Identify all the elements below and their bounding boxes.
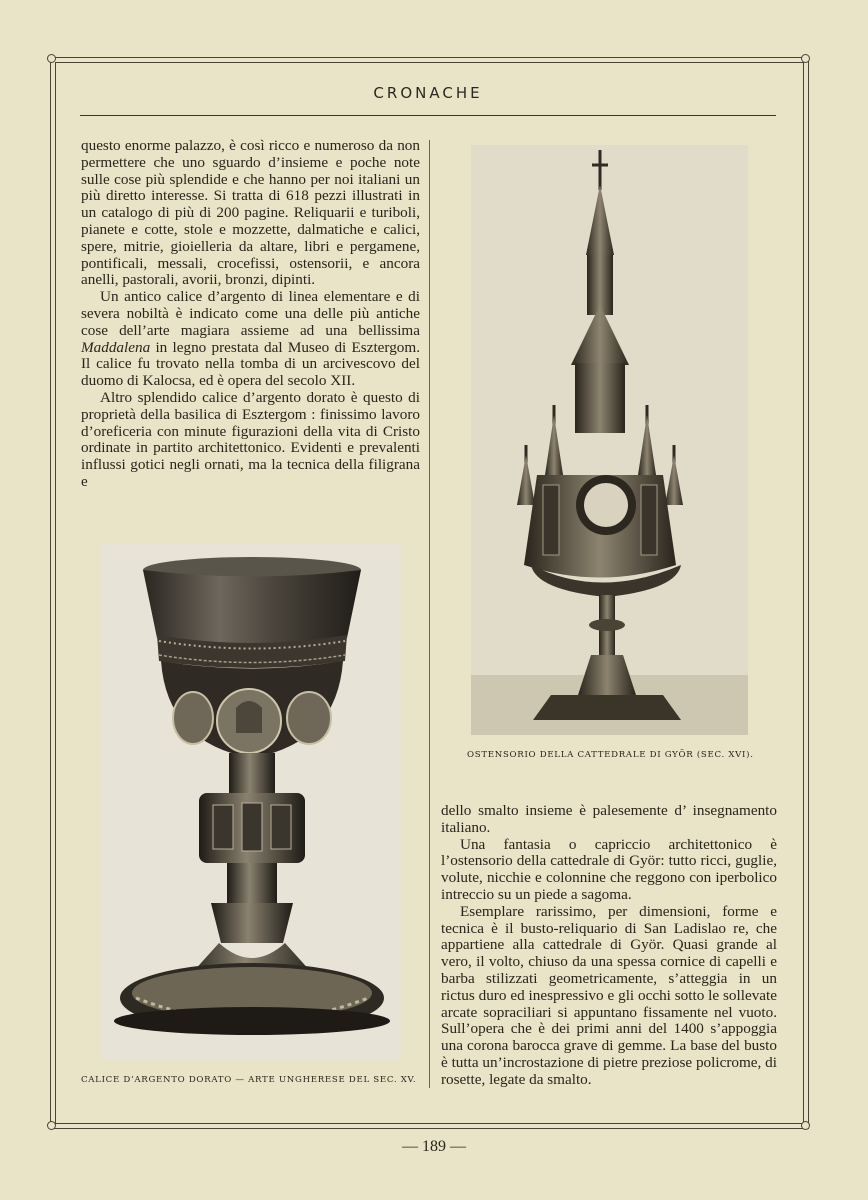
- monstrance-illustration: [471, 145, 748, 735]
- frame-corner-ornament: [801, 1121, 810, 1130]
- paragraph: Un antico calice d’argento di linea elementare e di severa nobiltà è indicato come una delle più antiche cose dell’arte magiara assieme ad una bellissima Maddalena in legno prestata dal Museo di Esztergom. Il calice fu trovato nella tomba di un arcivescovo del duomo di Kalocsa, ed è opera del secolo XII.: [81, 288, 420, 390]
- italic-title: Maddalena: [81, 338, 151, 356]
- monstrance-photograph: [471, 145, 748, 735]
- frame-corner-ornament: [47, 54, 56, 63]
- left-column-text: [81, 138, 420, 491]
- chalice-caption: CALICE D’ARGENTO DORATO — ARTE UNGHERESE DEL SEC. XV.: [81, 1075, 417, 1085]
- chalice-illustration: [101, 543, 401, 1059]
- paragraph: Una fantasia o capriccio architettonico è l’ostensorio della cattedrale di Györ: tutto ricci, guglie, volute, nicchie e colonnine che reggono con iperbolico intreccio su un piede a sagoma.: [441, 835, 777, 903]
- frame-corner-ornament: [801, 54, 810, 63]
- monstrance-caption: OSTENSORIO DELLA CATTEDRALE DI GYÖR (SEC. XVI).: [467, 750, 754, 760]
- column-divider: [429, 140, 430, 1088]
- page-number: — 189 —: [402, 1138, 466, 1155]
- right-column-text: [441, 803, 777, 1089]
- frame-corner-ornament: [47, 1121, 56, 1130]
- paragraph: questo enorme palazzo, è così ricco e numeroso da non permettere che uno sguardo d’insieme e poche note sulle cose più splendide e che hanno per noi italiani un più diretto interesse. Si tratta di 618 pezzi illustrati in un catalogo di più di 200 pagine. Reliquarii e turiboli, pianete e cotte, stole e mozzette, dalmatiche e calici, spere, mitrie, gioielleria da altare, libri e pergamene, pontificali, messali, crocefissi, ostensorii, e ancora anelli, pastorali, avorii, bronzi, dipinti.: [81, 137, 420, 289]
- paragraph: Altro splendido calice d’argento dorato è questo di proprietà della basilica di Esztergom : finissimo lavoro d’oreficeria con minute figurazioni della vita di Cristo ordinate in partito architettonico. Evidenti e prevalenti influssi gotici negli ornati, ma la tecnica della filigrana e: [81, 388, 420, 490]
- paragraph: dello smalto insieme è palesemente d’ insegnamento italiano.: [441, 802, 777, 836]
- header-rule: [80, 115, 776, 116]
- running-header-title: CRONACHE: [373, 84, 483, 102]
- paragraph: Esemplare rarissimo, per dimensioni, forme e tecnica è il busto-reliquario di San Ladislao re, che appartiene alla cattedrale di Györ. Quasi grande al vero, il volto, chiuso da una spessa cornice di capelli e barba stilizzati geometricamente, s’atteggia in un rictus duro ed inespressivo e gli occhi sotto le sollevate arcate sopraciliari si appuntano fissamente nel vuoto. Sull’opera che è dei primi anni del 1400 s’appoggia una corona barocca grave di gemme. La base del busto è tutta un’incrostazione di pietre preziose policrome, di rosette, legate da smalto.: [441, 902, 777, 1088]
- chalice-photograph: [101, 543, 401, 1059]
